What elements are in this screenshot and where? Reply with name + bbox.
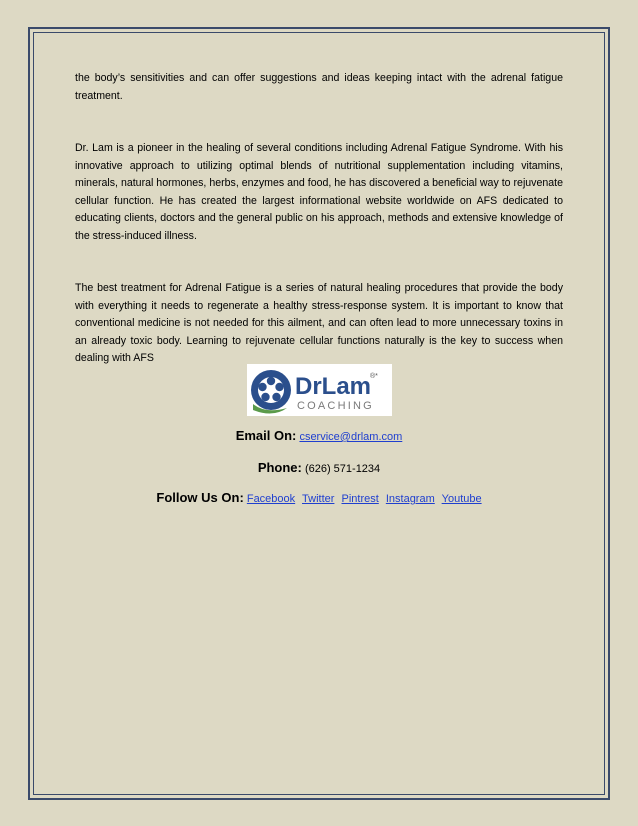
email-label: Email On: — [235, 428, 297, 443]
paragraph-dr-lam: Dr. Lam is a pioneer in the healing of several conditions including Adrenal Fatigue Syndrome. With his innovative approach to utilizing optimal blends of nutritional supplementation including vitamins, minerals, natural hormones, herbs, enzymes and food, he has discovered a beneficial way to rejuvenate cellular function. He has created the largest informational website worldwide on AFS dedicated to educating clients, doctors and the general public on his approach, methods and extensive knowledge of the stress-induced illness. — [75, 142, 563, 242]
youtube-link[interactable]: Youtube — [441, 493, 482, 505]
drlam-coaching-logo — [247, 364, 392, 416]
paragraph-treatment: The best treatment for Adrenal Fatigue is a series of natural healing procedures that provide the body with everything it needs to regenerate a healthy stress-response system. It is important to know that conventional medicine is not needed for this ailment, and can often lead to more unnecessary toxins in an already toxic body. Learning to rejuvenate cellular functions naturally is the key to success when dealing with AFS — [75, 282, 563, 364]
facebook-link[interactable]: Facebook — [246, 493, 296, 505]
follow-row — [75, 490, 563, 505]
phone-label: Phone: — [257, 460, 302, 475]
email-link[interactable]: cservice@drlam.com — [299, 431, 403, 443]
twitter-link[interactable]: Twitter — [302, 493, 335, 505]
document-body — [75, 70, 563, 368]
logo-sub: COACHING — [297, 400, 374, 412]
logo-mark: ®* — [370, 373, 378, 380]
phone-row — [75, 460, 563, 475]
pintrest-link[interactable]: Pintrest — [341, 493, 379, 505]
logo-name: DrLam — [295, 373, 372, 400]
follow-label: Follow Us On: — [156, 490, 244, 505]
paragraph-continuation: the body’s sensitivities and can offer suggestions and ideas keeping intact with the adrenal fatigue treatment. — [75, 72, 563, 102]
email-row — [75, 428, 563, 443]
instagram-link[interactable]: Instagram — [385, 493, 435, 505]
phone-number: (626) 571-1234 — [304, 463, 381, 475]
